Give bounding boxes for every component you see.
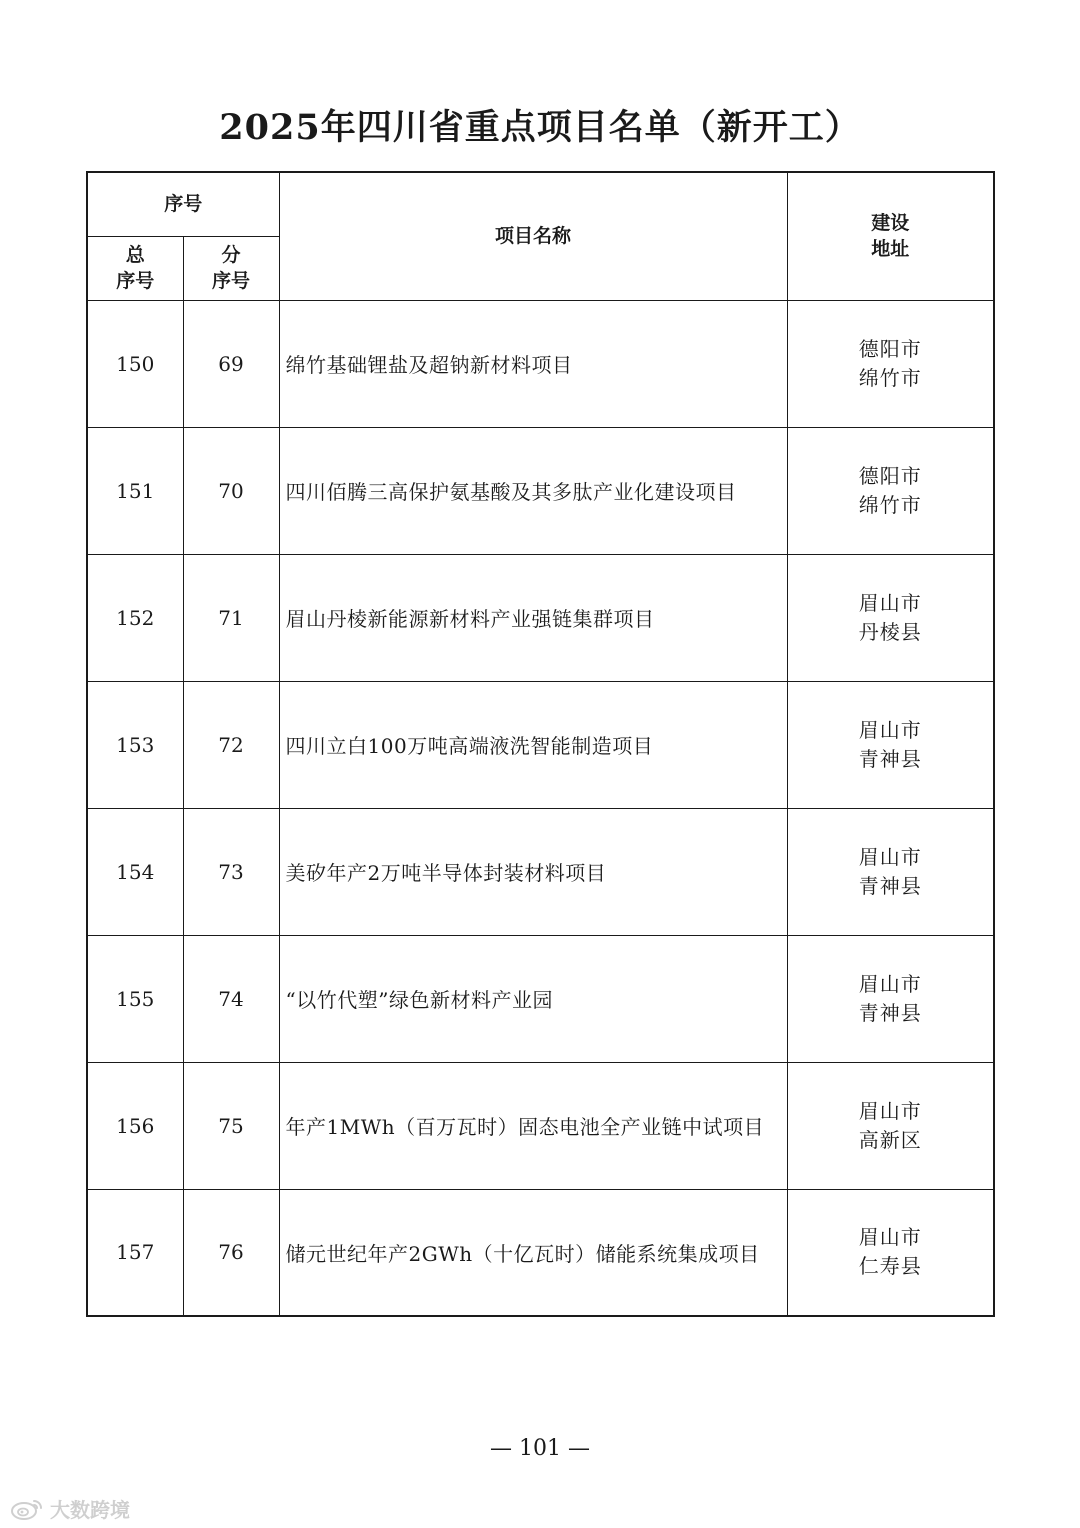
table-row: [87, 300, 994, 427]
header-project-name: 项目名称: [279, 172, 787, 300]
sub-seq-cell: 70: [183, 427, 279, 554]
project-name-cell: 美矽年产2万吨半导体封装材料项目: [279, 808, 787, 935]
project-name-cell: 四川佰腾三高保护氨基酸及其多肽产业化建设项目: [279, 427, 787, 554]
sub-seq-cell: 74: [183, 935, 279, 1062]
total-seq-cell: 151: [87, 427, 183, 554]
table-row: [87, 681, 994, 808]
table-body: [87, 300, 994, 1316]
location-cell: [787, 554, 994, 681]
header-location: [787, 172, 994, 300]
page-number: — 101 —: [490, 1436, 590, 1461]
header-total-seq-line2: 序号: [116, 270, 155, 292]
table-row: [87, 427, 994, 554]
sub-seq-cell: 73: [183, 808, 279, 935]
project-name-cell: 眉山丹棱新能源新材料产业强链集群项目: [279, 554, 787, 681]
total-seq-cell: 157: [87, 1189, 183, 1316]
page-title: 2025年四川省重点项目名单（新开工）: [219, 107, 861, 148]
location-district: 青神县: [858, 873, 922, 898]
location-cell: [787, 935, 994, 1062]
header-total-seq-line1: 总: [125, 244, 145, 266]
total-seq-cell: 150: [87, 300, 183, 427]
header-sub-seq-line1: 分: [221, 244, 241, 266]
location-city: 眉山市: [858, 971, 922, 996]
project-name-cell: “以竹代塑”绿色新材料产业园: [279, 935, 787, 1062]
location-district: 仁寿县: [858, 1254, 922, 1279]
watermark: [10, 1494, 130, 1523]
header-total-seq: [87, 236, 183, 300]
location-cell: [787, 808, 994, 935]
location-city: 德阳市: [858, 463, 922, 488]
location-city: 眉山市: [858, 717, 922, 742]
table-row: [87, 1189, 994, 1316]
location-cell: [787, 300, 994, 427]
table-row: [87, 808, 994, 935]
location-district: 丹棱县: [858, 619, 922, 644]
total-seq-cell: 152: [87, 554, 183, 681]
table-header: [87, 172, 994, 300]
total-seq-cell: 154: [87, 808, 183, 935]
location-district: 青神县: [858, 746, 922, 771]
header-location-line2: 地址: [871, 238, 910, 261]
location-city: 德阳市: [858, 336, 922, 361]
header-location-line1: 建设: [871, 212, 910, 235]
total-seq-cell: 156: [87, 1062, 183, 1189]
table-row: [87, 554, 994, 681]
project-name-cell: 储元世纪年产2GWh（十亿瓦时）储能系统集成项目: [279, 1189, 787, 1316]
location-city: 眉山市: [858, 1098, 922, 1123]
location-district: 绵竹市: [858, 492, 922, 517]
location-city: 眉山市: [858, 844, 922, 869]
sub-seq-cell: 69: [183, 300, 279, 427]
location-cell: [787, 427, 994, 554]
location-cell: [787, 681, 994, 808]
header-seq: 序号: [87, 172, 279, 236]
location-district: 青神县: [858, 1000, 922, 1025]
location-district: 高新区: [858, 1127, 922, 1152]
header-sub-seq: [183, 236, 279, 300]
table-row: [87, 935, 994, 1062]
project-name-cell: 年产1MWh（百万瓦时）固态电池全产业链中试项目: [279, 1062, 787, 1189]
project-table: [86, 171, 995, 1317]
total-seq-cell: 155: [87, 935, 183, 1062]
table-row: [87, 1062, 994, 1189]
location-cell: [787, 1062, 994, 1189]
weibo-icon: [10, 1498, 44, 1520]
location-city: 眉山市: [858, 1225, 922, 1250]
total-seq-cell: 153: [87, 681, 183, 808]
location-cell: [787, 1189, 994, 1316]
sub-seq-cell: 76: [183, 1189, 279, 1316]
sub-seq-cell: 71: [183, 554, 279, 681]
location-district: 绵竹市: [858, 365, 922, 390]
sub-seq-cell: 72: [183, 681, 279, 808]
sub-seq-cell: 75: [183, 1062, 279, 1189]
header-sub-seq-line2: 序号: [212, 270, 251, 292]
project-name-cell: 绵竹基础锂盐及超钠新材料项目: [279, 300, 787, 427]
watermark-text: 大数跨境: [50, 1498, 130, 1522]
location-city: 眉山市: [858, 590, 922, 615]
project-name-cell: 四川立白100万吨高端液洗智能制造项目: [279, 681, 787, 808]
